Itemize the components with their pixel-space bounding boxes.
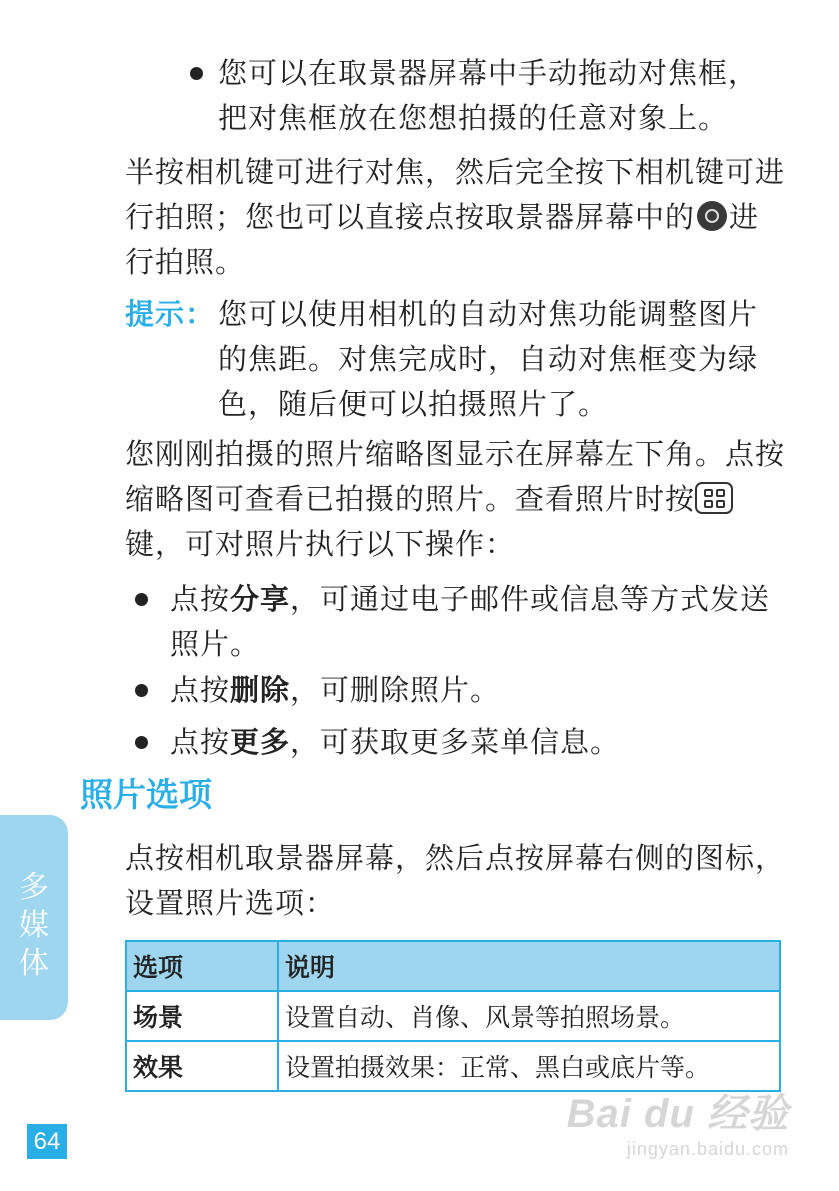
thumbnail-paragraph-text: 您刚刚拍摄的照片缩略图显示在屏幕左下角。点按缩略图可查看已拍摄的照片。查看照片时按 (125, 437, 786, 516)
chapter-side-tab-label: 多媒体 (19, 870, 49, 981)
thumbnail-paragraph (125, 432, 785, 567)
thumbnail-paragraph-end: 键，可对照片执行以下操作： (125, 527, 516, 561)
bullet-prefix: 点按 (170, 582, 231, 616)
table-cell-description: 设置拍摄效果：正常、黑白或底片等。 (278, 1041, 780, 1091)
bullet-dot (135, 736, 148, 749)
bullet-prefix: 点按 (170, 673, 231, 707)
tip-label: 提示： (125, 297, 216, 331)
more-term: 更多 (230, 725, 291, 759)
shutter-paragraph-end: 进行拍照。 (125, 200, 760, 279)
watermark-url: jingyan.baidu.com (626, 1139, 789, 1159)
share-term: 分享 (230, 582, 291, 616)
top-bullet-text: 您可以在取景器屏幕中手动拖动对焦框，把对焦框放在您想拍摄的任意对象上。 (218, 56, 759, 135)
shutter-icon (697, 201, 727, 231)
bullet-more (170, 720, 785, 765)
bullet-dot (135, 593, 148, 606)
table-cell-option: 场景 (126, 991, 278, 1041)
shutter-paragraph (125, 150, 785, 285)
options-table (125, 940, 781, 1092)
shutter-paragraph-text: 半按相机键可进行对焦，然后完全按下相机键可进行拍照；您也可以直接点按取景器屏幕中的 (125, 155, 786, 234)
bullet-description: ，可删除照片。 (290, 673, 501, 707)
delete-term: 删除 (230, 673, 291, 707)
bullet-description: ，可通过电子邮件或信息等方式发送照片。 (170, 582, 771, 661)
bullet-dot (190, 67, 203, 80)
bullet-delete (170, 668, 785, 713)
options-paragraph: 点按相机取景器屏幕，然后点按屏幕右侧的图标，设置照片选项： (125, 841, 786, 920)
table-header-description: 说明 (278, 941, 780, 991)
watermark-logo: Bai du 经验 (566, 1092, 789, 1136)
section-heading: 照片选项 (80, 775, 212, 814)
bullet-description: ，可获取更多菜单信息。 (290, 725, 621, 759)
chapter-side-tab (0, 815, 68, 1020)
menu-key-icon (695, 482, 733, 514)
page-number: 64 (27, 1124, 67, 1159)
table-header-row (126, 941, 780, 991)
bullet-share (170, 577, 785, 667)
tip-text: 您可以使用相机的自动对焦功能调整图片的焦距。对焦完成时，自动对焦框变为绿色，随后便可以拍摄照片了。 (218, 297, 759, 421)
bullet-dot (135, 684, 148, 697)
table-cell-description: 设置自动、肖像、风景等拍照场景。 (278, 991, 780, 1041)
baidu-watermark (567, 1082, 789, 1160)
table-row (126, 991, 780, 1041)
table-cell-option: 效果 (126, 1041, 278, 1091)
bullet-prefix: 点按 (170, 725, 231, 759)
table-header-option: 选项 (126, 941, 278, 991)
